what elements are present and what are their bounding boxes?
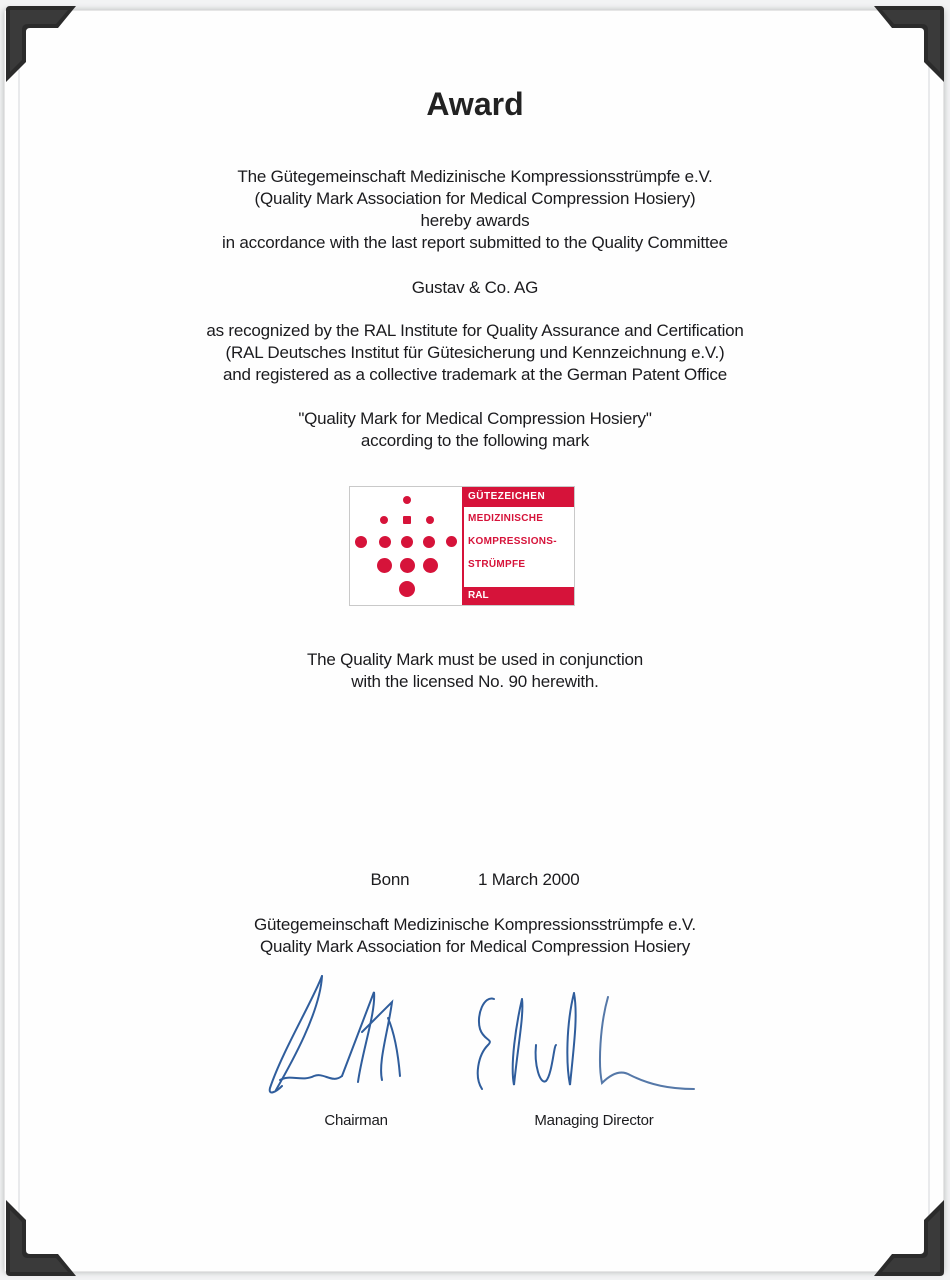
- quality-mark-line: MEDIZINISCHE: [468, 513, 544, 524]
- issuer-paragraph: [0, 914, 950, 958]
- signatory-role-chairman: Chairman: [324, 1112, 388, 1129]
- usage-paragraph: [0, 649, 950, 693]
- recognition-paragraph: [0, 320, 950, 386]
- quality-mark-line: STRÜMPFE: [468, 559, 526, 570]
- quality-mark-dot-pattern-icon: [350, 487, 462, 605]
- mark-name-paragraph: [0, 408, 950, 452]
- photo-corner-top-left-icon: [2, 4, 80, 82]
- signatory-roles: [0, 1110, 950, 1132]
- place-date-line: [0, 869, 950, 891]
- signatory-role-managing-director: Managing Director: [534, 1112, 654, 1129]
- intro-line: (Quality Mark Association for Medical Compression Hosiery): [254, 189, 696, 208]
- recognition-line: and registered as a collective trademark at the German Patent Office: [223, 365, 727, 384]
- photo-corner-top-right-icon: [870, 4, 948, 82]
- mark-name-line: according to the following mark: [360, 431, 590, 450]
- quality-mark-footer: RAL: [464, 587, 574, 605]
- chairman-signature: [262, 972, 410, 1100]
- quality-mark-header: GÜTEZEICHEN: [464, 487, 574, 507]
- photo-corner-bottom-right-icon: [870, 1200, 948, 1278]
- quality-mark-text-panel: [462, 487, 574, 605]
- recipient-name: Gustav & Co. AG: [411, 278, 539, 297]
- managing-director-signature: [470, 985, 700, 1100]
- intro-line: The Gütegemeinschaft Medizinische Kompressionsstrümpfe e.V.: [237, 167, 713, 186]
- quality-mark-line: KOMPRESSIONS-: [468, 536, 557, 547]
- intro-line: hereby awards: [420, 211, 530, 230]
- mark-name-line: "Quality Mark for Medical Compression Hosiery": [298, 409, 652, 428]
- issue-date: 1 March 2000: [477, 870, 580, 889]
- document-title: Award: [426, 86, 524, 122]
- usage-line: with the licensed No. 90 herewith.: [351, 672, 599, 691]
- issuer-line: Quality Mark Association for Medical Compression Hosiery: [259, 937, 690, 956]
- issuer-line: Gütegemeinschaft Medizinische Kompressionsstrümpfe e.V.: [254, 915, 696, 934]
- usage-line: The Quality Mark must be used in conjunction: [306, 650, 644, 669]
- photo-corner-bottom-left-icon: [2, 1200, 80, 1278]
- intro-line: in accordance with the last report submitted to the Quality Committee: [222, 233, 728, 252]
- recognition-line: as recognized by the RAL Institute for Quality Assurance and Certification: [206, 321, 744, 340]
- place: Bonn: [370, 870, 410, 889]
- intro-paragraph: [0, 166, 950, 254]
- quality-mark-logo: [349, 486, 575, 606]
- recognition-line: (RAL Deutsches Institut für Gütesicherung und Kennzeichnung e.V.): [225, 343, 725, 362]
